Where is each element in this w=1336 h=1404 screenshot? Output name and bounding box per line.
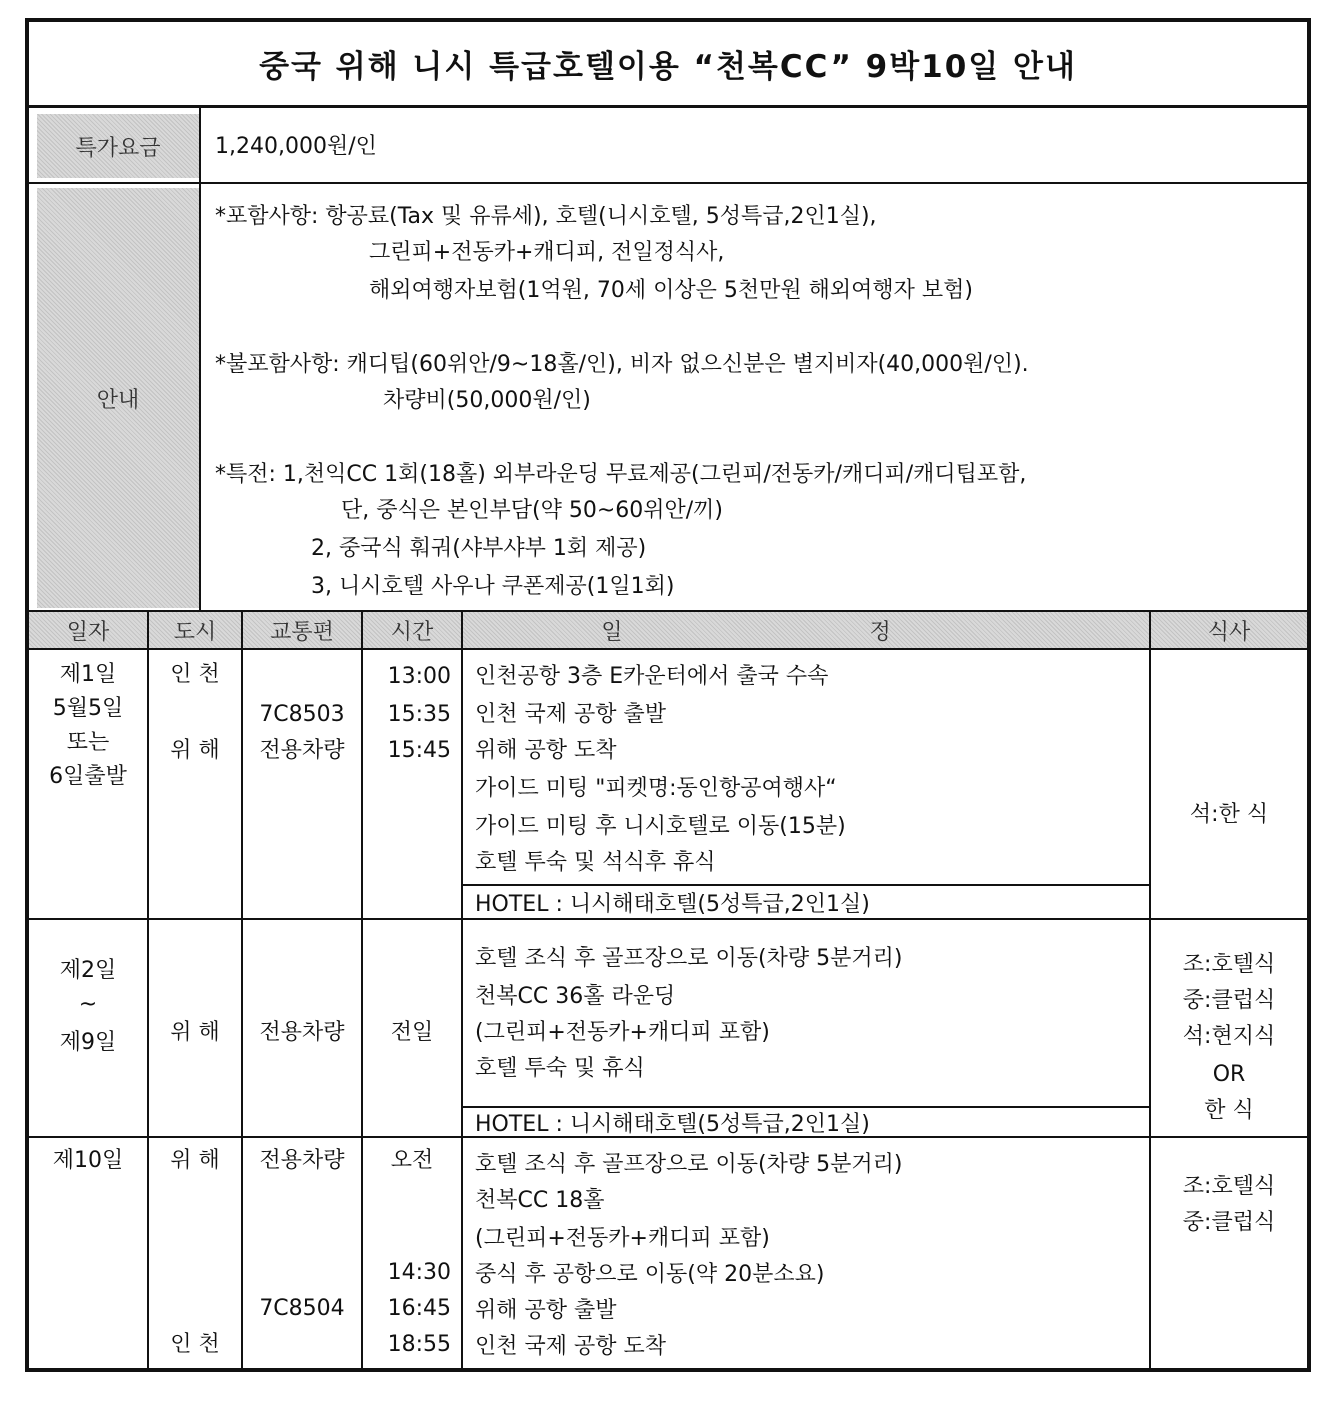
city-cell: 인 천	[170, 1332, 220, 1357]
info-label: 안내	[37, 188, 199, 608]
benefit-line: *특전: 1,천익CC 1회(18홀) 외부라운딩 무료제공(그린피/전동카/캐디피/캐디팁포함,	[215, 462, 1027, 487]
city-cell: 위 해	[170, 738, 220, 763]
schedule-line: 호텔 조식 후 골프장으로 이동(차량 5분거리)	[475, 1152, 903, 1177]
schedule-line: 천복CC 18홀	[475, 1188, 605, 1213]
schedule-line: 호텔 투숙 및 석식후 휴식	[475, 850, 716, 875]
meal-cell: OR	[1212, 1062, 1246, 1087]
schedule-line: 위해 공항 출발	[475, 1298, 617, 1323]
col-header-city: 도시	[173, 619, 217, 645]
benefit-line: 단, 중식은 본인부담(약 50~60위안/끼)	[341, 498, 723, 523]
schedule-line: 가이드 미팅 후 니시호텔로 이동(15분)	[475, 814, 846, 839]
time-cell: 15:45	[387, 738, 451, 763]
schedule-line: 인천 국제 공항 도착	[475, 1334, 666, 1359]
included-line: *포함사항: 항공료(Tax 및 유류세), 호텔(니시호텔, 5성특급,2인1실),	[215, 204, 877, 229]
schedule-line: 가이드 미팅 "피켓명:동인항공여행사“	[475, 776, 837, 801]
day-cell: 또는	[66, 730, 110, 755]
day-cell: ~	[78, 992, 98, 1017]
col-header-schedule: 일 정	[601, 619, 1011, 645]
city-cell: 위 해	[170, 1020, 220, 1045]
schedule-line: (그린피+전동카+캐디피 포함)	[475, 1020, 770, 1045]
benefit-line: 3, 니시호텔 사우나 쿠폰제공(1일1회)	[311, 574, 675, 599]
schedule-line: 호텔 조식 후 골프장으로 이동(차량 5분거리)	[475, 946, 903, 971]
city-cell: 인 천	[170, 662, 220, 687]
meal-cell: 중:클럽식	[1182, 988, 1276, 1013]
schedule-line: 호텔 투숙 및 휴식	[475, 1056, 645, 1081]
day-cell: 제1일	[59, 662, 117, 687]
transport-cell: 전용차량	[259, 738, 345, 763]
meal-cell: 조:호텔식	[1182, 1174, 1276, 1199]
time-cell: 13:00	[387, 664, 451, 689]
meal-cell: 석:한 식	[1189, 802, 1269, 827]
col-header-meal: 식사	[1207, 619, 1251, 645]
price-label: 특가요금	[37, 114, 199, 178]
meal-cell: 석:현지식	[1182, 1024, 1276, 1049]
included-line: 해외여행자보험(1억원, 70세 이상은 5천만원 해외여행자 보험)	[369, 278, 973, 303]
col-header-time: 시간	[390, 619, 434, 645]
itinerary-document	[25, 18, 1311, 1372]
schedule-line: 위해 공항 도착	[475, 738, 617, 763]
meal-cell: 조:호텔식	[1182, 952, 1276, 977]
time-cell: 14:30	[387, 1260, 451, 1285]
day-cell: 제2일	[59, 958, 117, 983]
time-cell: 16:45	[387, 1296, 451, 1321]
city-cell: 위 해	[170, 1148, 220, 1173]
time-cell: 18:55	[387, 1332, 451, 1357]
day-cell: 6일출발	[49, 764, 127, 789]
transport-cell: 전용차량	[259, 1148, 345, 1173]
schedule-line: (그린피+전동카+캐디피 포함)	[475, 1226, 770, 1251]
included-line: 그린피+전동카+캐디피, 전일정식사,	[369, 240, 725, 265]
time-cell: 전일	[390, 1020, 434, 1045]
excluded-line: *불포함사항: 캐디팁(60위안/9~18홀/인), 비자 없으신분은 별지비자(40,000원/인).	[215, 352, 1029, 377]
transport-cell: 7C8504	[259, 1296, 345, 1321]
meal-cell: 중:클럽식	[1182, 1210, 1276, 1235]
excluded-line: 차량비(50,000원/인)	[383, 388, 591, 413]
schedule-line: 인천 국제 공항 출발	[475, 702, 666, 727]
day-cell: 제10일	[52, 1148, 124, 1173]
schedule-line: 중식 후 공항으로 이동(약 20분소요)	[475, 1262, 825, 1287]
schedule-line: 천복CC 36홀 라운딩	[475, 984, 676, 1009]
col-header-transport: 교통편	[270, 619, 334, 645]
day-cell: 제9일	[59, 1030, 117, 1055]
hotel-line: HOTEL : 니시해태호텔(5성특급,2인1실)	[475, 1112, 870, 1137]
time-cell: 15:35	[387, 702, 451, 727]
benefit-line: 2, 중국식 훠궈(샤부샤부 1회 제공)	[311, 536, 647, 561]
transport-cell: 7C8503	[259, 702, 345, 727]
transport-cell: 전용차량	[259, 1020, 345, 1045]
col-header-day: 일자	[66, 619, 110, 645]
time-cell: 오전	[390, 1148, 434, 1173]
meal-cell: 한 식	[1204, 1098, 1254, 1123]
price-value: 1,240,000원/인	[215, 134, 377, 159]
hotel-line: HOTEL : 니시해태호텔(5성특급,2인1실)	[475, 892, 870, 917]
day-cell: 5월5일	[52, 696, 124, 721]
page-title: 중국 위해 니시 특급호텔이용 “천복CC” 9박10일 안내	[29, 22, 1307, 108]
schedule-line: 인천공항 3층 E카운터에서 출국 수속	[475, 664, 829, 689]
